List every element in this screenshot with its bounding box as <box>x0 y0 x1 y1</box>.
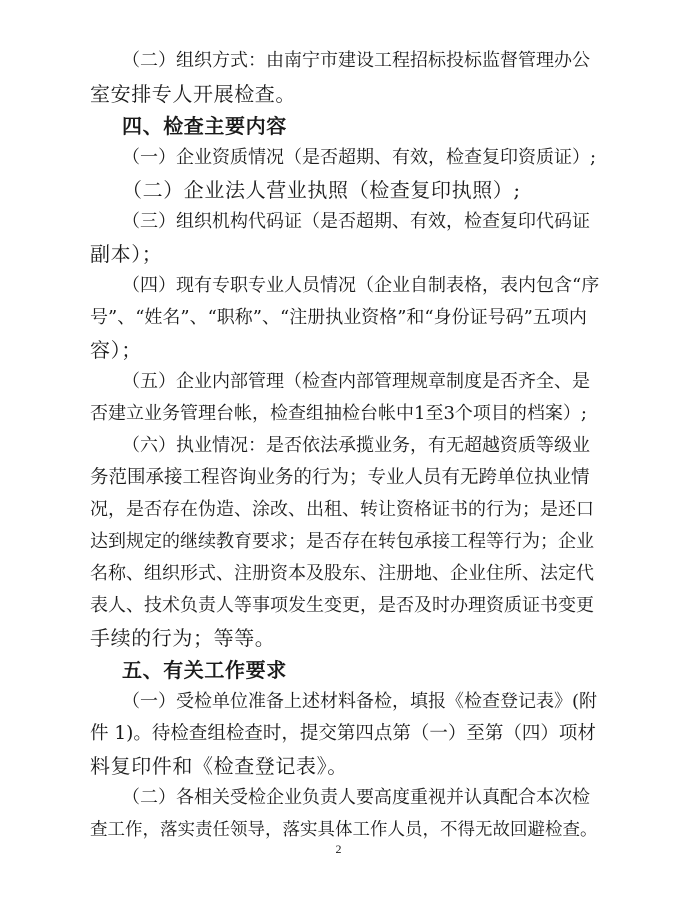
text-line: 否建立业务管理台帐，检查组抽检台帐中1至3个项目的档案）; <box>90 403 587 424</box>
text-line: （一）企业资质情况（是否超期、有效，检查复印资质证）; <box>122 147 597 168</box>
text-line: 副本）； <box>90 242 163 266</box>
text-line: （二）企业法人营业执照（检查复印执照）; <box>122 178 521 202</box>
text-line: （二）各相关受检企业负责人要高度重视并认真配合本次检 <box>122 787 590 808</box>
text-line: 名称、组织形式、注册资本及股东、注册地、企业住所、法定代 <box>90 563 594 584</box>
section-heading: 五、有关工作要求 <box>122 658 287 682</box>
text-line: （四）现有专职专业人员情况（企业自制表格，表内包含“序 <box>122 275 600 296</box>
text-line: 表人、技术负责人等事项发生变更，是否及时办理资质证书变更 <box>90 595 594 616</box>
text-line: 容）； <box>90 338 142 362</box>
text-line: 料复印件和《检查登记表》。 <box>90 754 348 778</box>
text-line: 查工作，落实责任领导，落实具体工作人员，不得无故回避检查。 <box>90 820 598 840</box>
text-line: （二）组织方式：由南宁市建设工程招标投标监督管理办公 <box>122 50 590 71</box>
text-line: 室安排专人开展检查。 <box>90 82 296 106</box>
text-line: 手续的行为；等等。 <box>90 626 276 650</box>
page-number: 2 <box>335 842 342 856</box>
text-line: 达到规定的继续教育要求；是否存在转包承接工程等行为；企业 <box>90 531 594 552</box>
text-line: （一）受检单位准备上述材料备检，填报《检查登记表》(附 <box>122 691 598 712</box>
text-line: 件 1)。待检查组检查时，提交第四点第（一）至第（四）项材 <box>90 723 596 744</box>
text-line: 务范围承接工程咨询业务的行为；专业人员有无跨单位执业情 <box>90 467 590 488</box>
text-line: （六）执业情况：是否依法承揽业务，有无超越资质等级业 <box>122 435 590 456</box>
section-heading: 四、检查主要内容 <box>122 114 287 138</box>
text-line: 号”、“姓名”、“职称”、“注册执业资格”和“身份证号码”五项内 <box>90 307 587 328</box>
text-line: 况，是否存在伪造、涂改、出租、转让资格证书的行为；是还口 <box>90 499 594 520</box>
text-line: （三）组织机构代码证（是否超期、有效，检查复印代码证 <box>122 211 590 232</box>
text-line: （五）企业内部管理（检查内部管理规章制度是否齐全、是 <box>122 371 590 392</box>
